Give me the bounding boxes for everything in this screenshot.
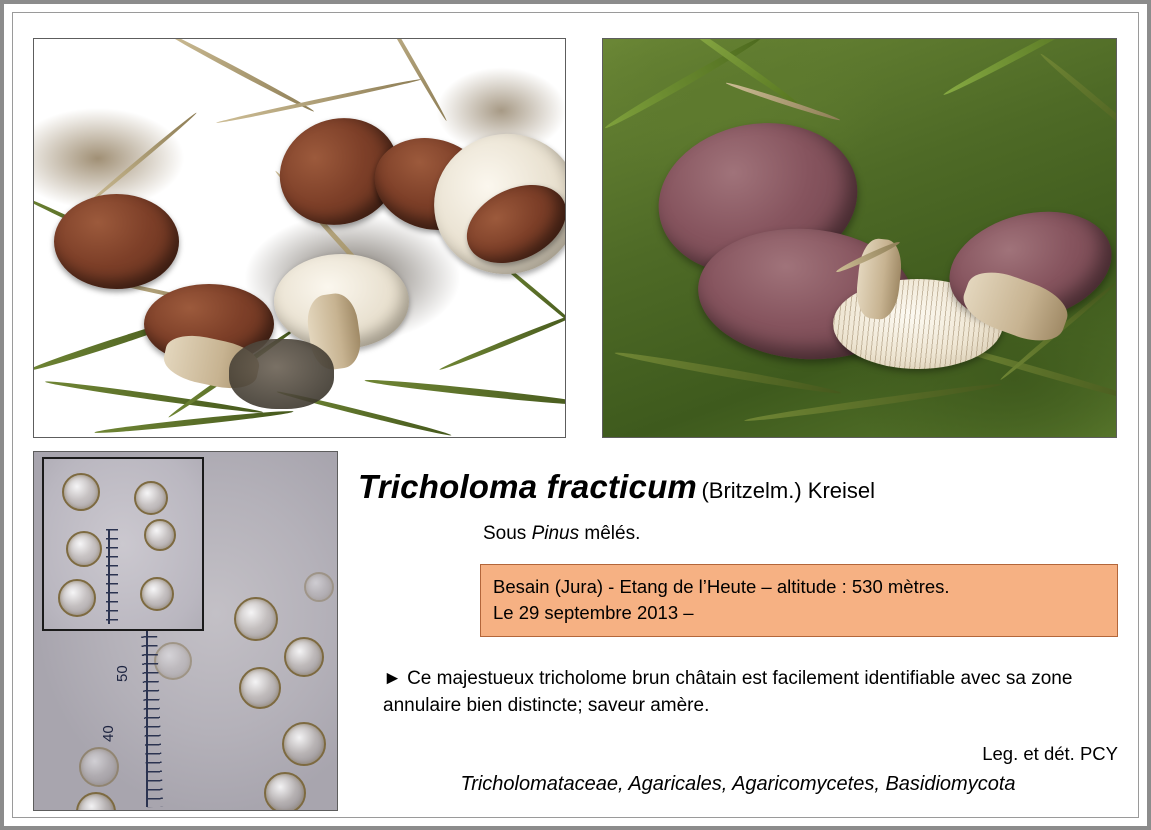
- spore: [284, 637, 324, 677]
- scale-label-50: 50: [114, 665, 131, 682]
- spore: [79, 747, 119, 787]
- field-photo-caps-in-grass: [602, 38, 1117, 438]
- page-title: [358, 468, 1118, 506]
- spore: [140, 577, 174, 611]
- spore: [154, 642, 192, 680]
- scientific-name: Tricholoma fracticum: [358, 468, 697, 505]
- location-box: [480, 564, 1118, 637]
- habitat-suffix: mêlés.: [579, 523, 641, 544]
- spore: [58, 579, 96, 617]
- field-photo-brown-caps-on-soil: [33, 38, 566, 438]
- micrometer-axis: [108, 529, 110, 624]
- description-text: ► Ce majestueux tricholome brun châtain est facilement identifiable avec sa zone annulaire bien distincte; saveur amère.: [383, 668, 1073, 716]
- spore: [282, 722, 326, 766]
- location-line-1: Besain (Jura) - Etang de l’Heute – altitude : 530 mètres.: [493, 576, 950, 597]
- spore: [264, 772, 306, 811]
- soil-clump: [229, 339, 334, 409]
- microscopy-spores-with-micrometer: [33, 451, 338, 811]
- taxonomy-line: Tricholomataceae, Agaricales, Agaricomycetes, Basidiomycota: [460, 773, 1016, 795]
- poster-inner-frame: [12, 12, 1139, 818]
- spore: [304, 572, 334, 602]
- habitat-genus: Pinus: [531, 523, 580, 544]
- spore: [144, 519, 176, 551]
- microscopy-inset-panel: [42, 457, 204, 631]
- collector-credit: Leg. et dét. PCY: [982, 743, 1118, 764]
- habitat-prefix: Sous: [483, 523, 532, 544]
- spore: [234, 597, 278, 641]
- spore: [239, 667, 281, 709]
- author-citation: (Britzelm.) Kreisel: [701, 478, 876, 503]
- spore: [66, 531, 102, 567]
- scale-label-40: 40: [100, 725, 117, 742]
- mushroom-cap: [54, 194, 179, 289]
- spore: [62, 473, 100, 511]
- spore: [134, 481, 168, 515]
- micrometer-axis: [146, 627, 148, 807]
- habitat-line: [483, 523, 640, 545]
- location-line-2: Le 29 septembre 2013 –: [493, 602, 694, 623]
